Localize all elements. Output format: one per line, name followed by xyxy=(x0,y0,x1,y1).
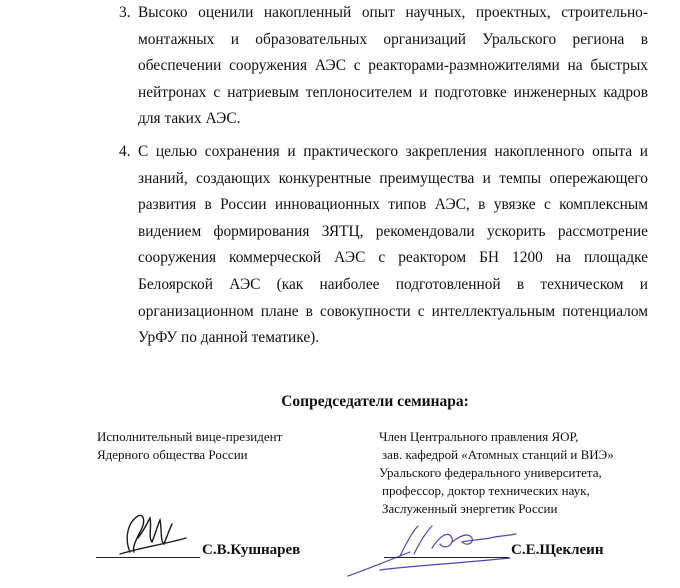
right-signatory-name: С.Е.Щеклеин xyxy=(511,542,604,558)
right-signatory-title xyxy=(379,428,614,518)
signature-line-right xyxy=(384,557,509,558)
item-text: Высоко оценили накопленный опыт научных, проектных, строительно-монтажных и образовательных организаций Уральского региона в обеспечении сооружения АЭС с реакторами-размножителями на быстрых нейтронах с натриевым теплоносителем и подготовке инженерных кадров для таких АЭС. xyxy=(138,4,648,128)
signature-left-image xyxy=(110,508,190,560)
right-title-line: Член Центрального правления ЯОР, xyxy=(379,429,579,444)
item-number: 4. xyxy=(119,143,131,160)
signature-right-image xyxy=(340,518,520,580)
cochairs-heading: Сопредседатели семинара: xyxy=(281,393,469,410)
left-title-line: Исполнительный вице-президент xyxy=(97,429,283,444)
right-title-line: Заслуженный энергетик России xyxy=(382,501,558,516)
right-title-line: Уральского федерального университета, xyxy=(379,465,602,480)
left-title-line: Ядерного общества России xyxy=(97,447,248,462)
item-text: С целью сохранения и практического закрепления накопленного опыта и знаний, создающих конкурентные преимущества и темпы опережающего развития в России инновационных типов АЭС, в увязке с комплексным видением формирования ЗЯТЦ, рекомендовали ускорить рассмотрение сооружения коммерческой АЭС с реактором БН 1200 на площадке Белоярской АЭС (как наиболее подготовленной в техническом и организационном плане в совокупности с интеллектуальным потенциалом УрФУ по данной тематике). xyxy=(138,143,648,347)
left-signatory-title xyxy=(97,428,282,464)
list-item xyxy=(119,139,648,352)
left-signatory-name: С.В.Кушнарев xyxy=(202,542,301,558)
list-item xyxy=(119,0,648,133)
right-title-line: профессор, доктор технических наук, xyxy=(382,483,590,498)
signature-line-left xyxy=(96,557,200,558)
item-number: 3. xyxy=(119,4,131,21)
right-title-line: зав. кафедрой «Атомных станций и ВИЭ» xyxy=(382,447,614,462)
